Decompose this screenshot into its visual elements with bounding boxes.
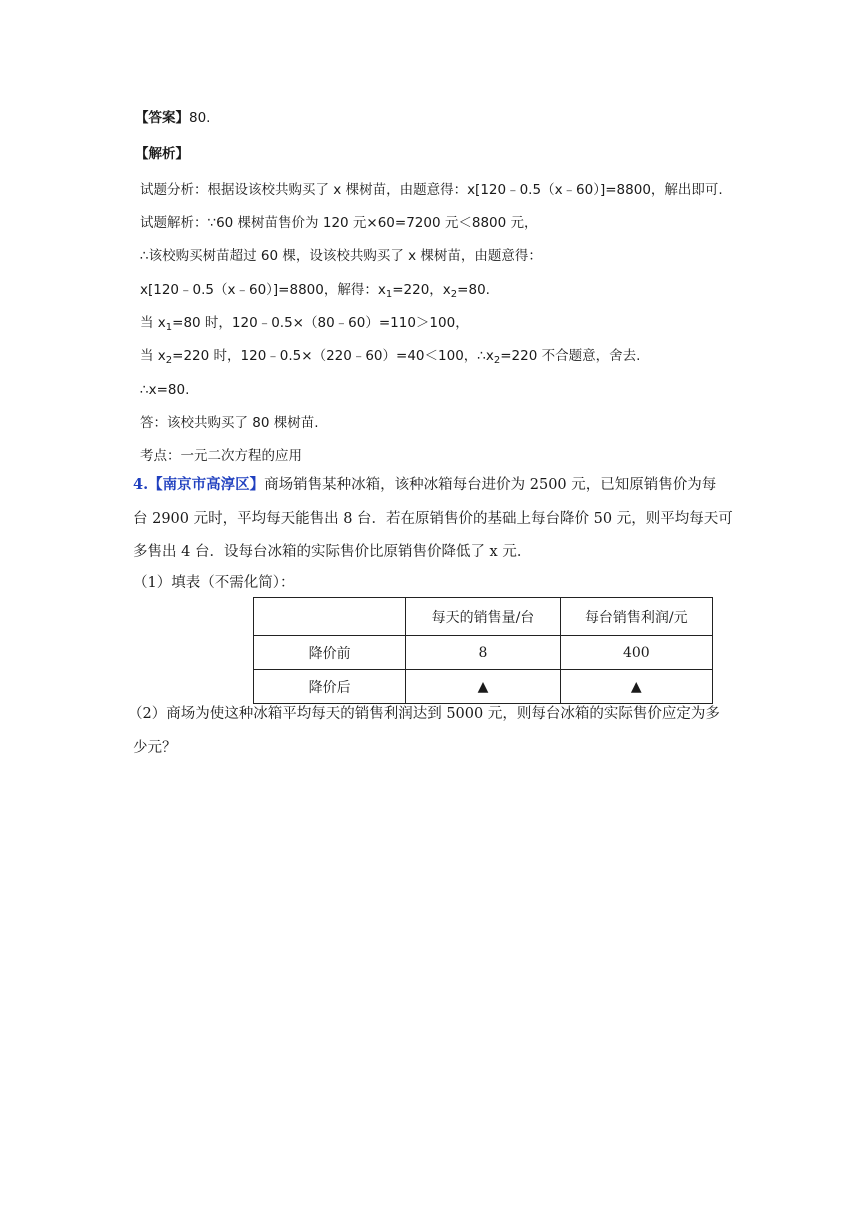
- equation-text: x[120﹣0.5（x﹣60）]=8800，解得：x: [140, 282, 386, 298]
- subscript: 2: [493, 355, 501, 366]
- part-2-prompt-line-1: （2）商场为使这种冰箱平均每天的销售利润达到 5000 元，则每台冰箱的实际售价应定为多: [128, 706, 720, 722]
- table-header-row: [254, 598, 713, 636]
- fill-table: [253, 597, 713, 704]
- part-1-prompt: （1）填表（不需化简）：: [133, 575, 295, 591]
- table-header-cell: [254, 598, 406, 636]
- table-cell: 8: [406, 636, 560, 670]
- table-header-cell: 每台销售利润/元: [560, 598, 712, 636]
- answer-value: 80.: [189, 110, 211, 126]
- problem-text: 商场销售某种冰箱，该种冰箱每台进价为 2500 元，已知原销售价为每: [264, 477, 717, 493]
- subscript: 2: [450, 289, 458, 300]
- equation-text: =80.: [457, 282, 490, 298]
- problem-line-2: 台 2900 元时，平均每天能售出 8 台．若在原销售价的基础上每台降价 50 元，则平均每天可: [133, 511, 733, 527]
- equation-text: 当 x: [140, 315, 166, 331]
- equation-text: =220，x: [392, 282, 451, 298]
- table-cell: 降价后: [254, 670, 406, 704]
- equation-text: 当 x: [140, 348, 166, 364]
- answer-line: [135, 108, 210, 128]
- table-cell: ▲: [406, 670, 560, 704]
- analysis-step-1: 试题解析：∵60 棵树苗售价为 120 元×60=7200 元＜8800 元，: [140, 215, 538, 231]
- analysis-summary: 试题分析：根据设该校共购买了 x 棵树苗，由题意得：x[120﹣0.5（x﹣60）]=8800，解出即可.: [140, 182, 723, 198]
- problem-number: 4.: [133, 476, 149, 493]
- equation-text: =220 时，120﹣0.5×（220﹣60）=40＜100，∴x: [172, 348, 494, 364]
- table-cell: 降价前: [254, 636, 406, 670]
- table-row: [254, 670, 713, 704]
- table-row: [254, 636, 713, 670]
- analysis-conclusion: ∴x=80.: [140, 382, 190, 398]
- analysis-heading: 【解析】: [135, 146, 189, 162]
- subscript: 1: [385, 289, 393, 300]
- table-cell: ▲: [560, 670, 712, 704]
- analysis-step-5: [140, 346, 640, 366]
- subscript: 2: [165, 355, 173, 366]
- analysis-topic: 考点：一元二次方程的应用: [140, 448, 302, 464]
- analysis-step-4: [140, 313, 469, 333]
- analysis-step-2: ∴该校购买树苗超过 60 棵，设该校共购买了 x 棵树苗，由题意得：: [140, 248, 542, 264]
- equation-text: =220 不合题意，舍去.: [500, 348, 641, 364]
- subscript: 1: [165, 322, 173, 333]
- equation-text: =80 时，120﹣0.5×（80﹣60）=110＞100，: [172, 315, 469, 331]
- problem-source: 【南京市高淳区】: [148, 476, 265, 493]
- table-header-cell: 每天的销售量/台: [406, 598, 560, 636]
- analysis-reply: 答：该校共购买了 80 棵树苗.: [140, 415, 319, 431]
- part-2-prompt-line-2: 少元？: [133, 740, 177, 756]
- problem-line-3: 多售出 4 台．设每台冰箱的实际售价比原销售价降低了 x 元．: [133, 544, 532, 560]
- analysis-step-3: [140, 280, 490, 300]
- table-cell: 400: [560, 636, 712, 670]
- answer-label: 【答案】: [135, 110, 189, 126]
- problem-line-1: [133, 475, 716, 495]
